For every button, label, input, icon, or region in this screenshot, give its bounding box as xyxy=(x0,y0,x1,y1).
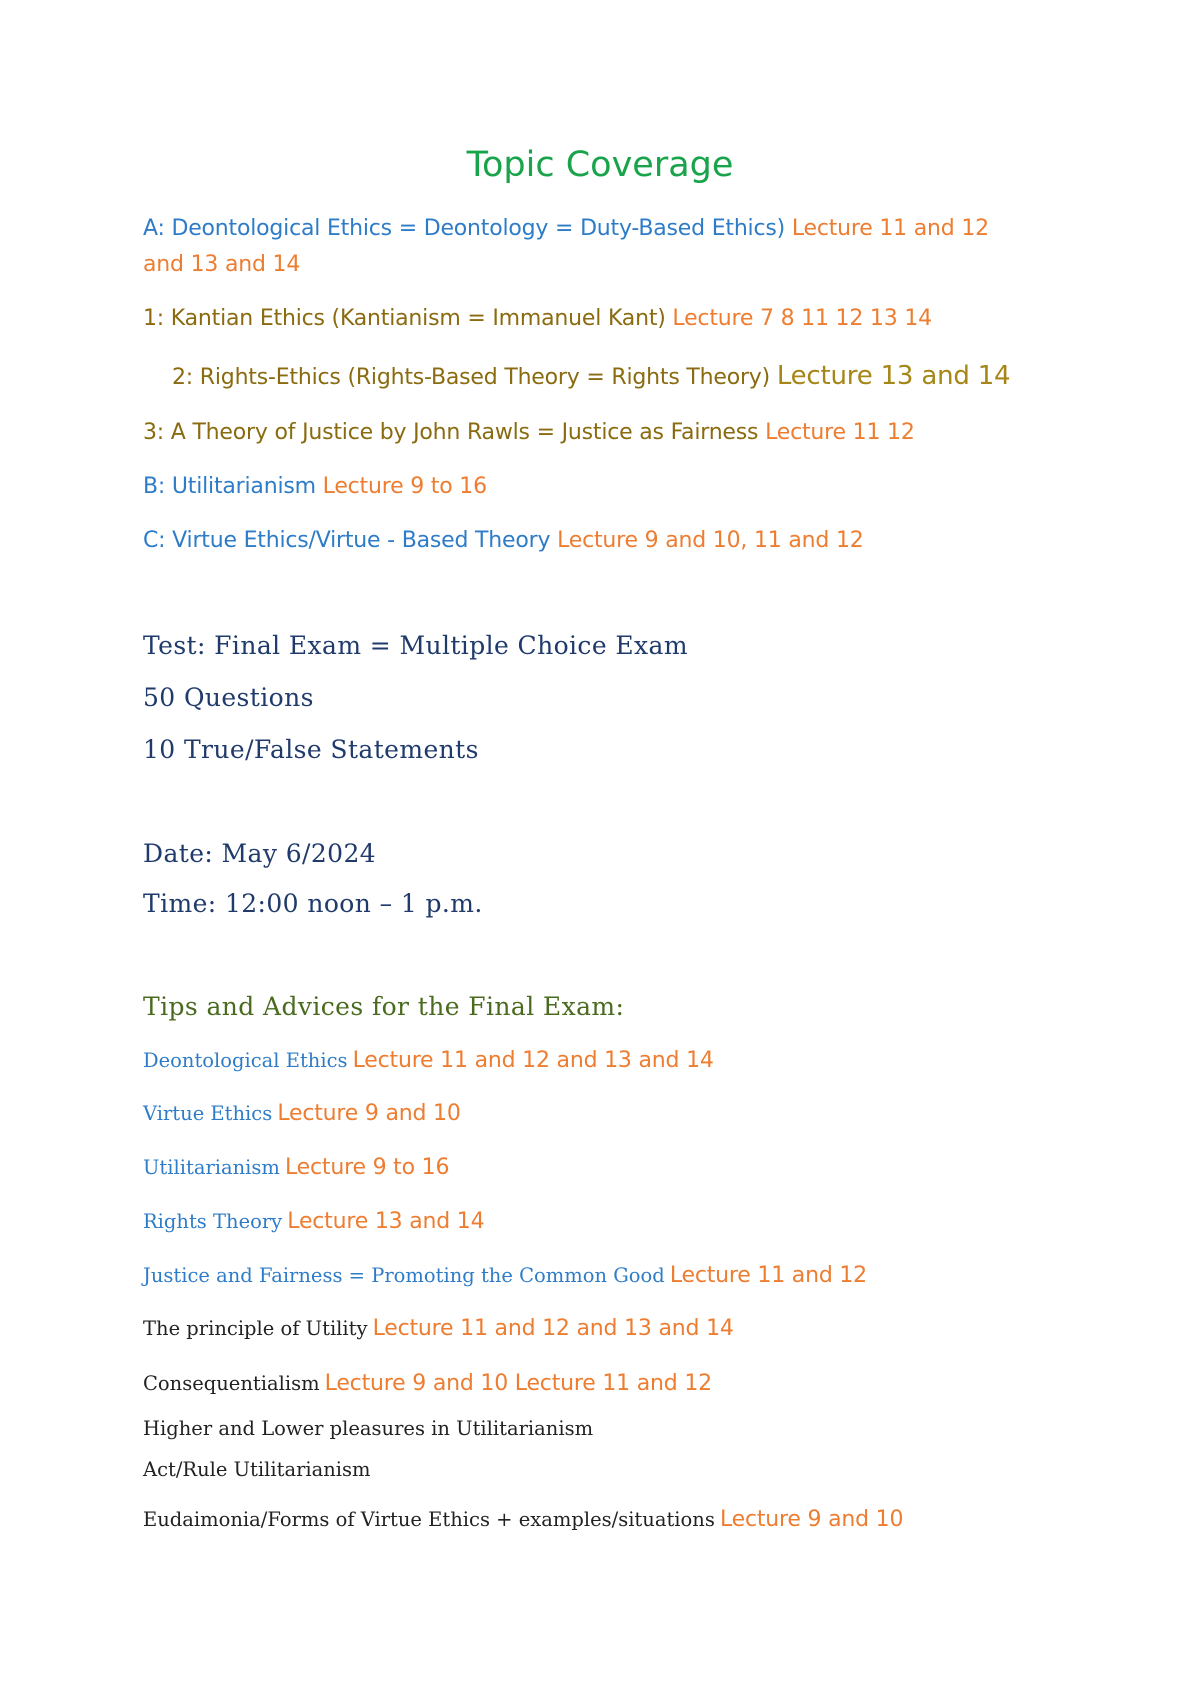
topic-a-lecture-cont: and 13 and 14 xyxy=(143,252,301,277)
topic-c xyxy=(143,528,864,553)
topic-a2-label: 2: Rights-Ethics (Rights-Based Theory = Rights Theory) xyxy=(172,365,771,390)
exam-test: Test: Final Exam = Multiple Choice Exam xyxy=(143,631,688,660)
tip-label: Deontological Ethics xyxy=(143,1049,348,1072)
topic-a xyxy=(143,216,989,241)
tip-item xyxy=(143,1458,371,1481)
tip-label: Utilitarianism xyxy=(143,1156,280,1179)
topic-a2 xyxy=(172,361,1010,391)
tip-item xyxy=(143,1101,461,1126)
tip-lecture: Lecture 11 and 12 xyxy=(669,1263,867,1288)
tip-label: Rights Theory xyxy=(143,1210,283,1233)
tip-item xyxy=(143,1048,714,1073)
tip-label: Act/Rule Utilitarianism xyxy=(143,1458,371,1481)
tip-lecture: Lecture 9 and 10 Lecture 11 and 12 xyxy=(324,1371,712,1396)
tip-lecture: Lecture 9 and 10 xyxy=(277,1101,461,1126)
topic-b xyxy=(143,474,487,499)
exam-questions: 50 Questions xyxy=(143,683,314,712)
tip-lecture: Lecture 13 and 14 xyxy=(287,1209,485,1234)
tip-lecture: Lecture 11 and 12 and 13 and 14 xyxy=(372,1316,734,1341)
tip-item xyxy=(143,1507,903,1532)
exam-date: Date: May 6/2024 xyxy=(143,839,377,868)
tip-item xyxy=(143,1209,484,1234)
topic-b-lecture: Lecture 9 to 16 xyxy=(322,474,487,499)
tip-lecture: Lecture 11 and 12 and 13 and 14 xyxy=(352,1048,714,1073)
tip-label: Consequentialism xyxy=(143,1372,320,1395)
topic-b-label: B: Utilitarianism xyxy=(143,474,316,499)
topic-c-lecture: Lecture 9 and 10, 11 and 12 xyxy=(557,528,864,553)
tip-label: The principle of Utility xyxy=(143,1317,368,1340)
topic-a3-label: 3: A Theory of Justice by John Rawls = Justice as Fairness xyxy=(143,420,759,445)
tip-label: Higher and Lower pleasures in Utilitarianism xyxy=(143,1417,594,1440)
tip-lecture: Lecture 9 to 16 xyxy=(285,1155,450,1180)
tip-item xyxy=(143,1316,734,1341)
topic-a3-lecture: Lecture 11 12 xyxy=(765,420,915,445)
page-title: Topic Coverage xyxy=(466,145,734,185)
tip-item xyxy=(143,1263,867,1288)
tip-label: Justice and Fairness = Promoting the Common Good xyxy=(143,1264,665,1287)
topic-a-label: A: Deontological Ethics = Deontology = Duty-Based Ethics) xyxy=(143,216,786,241)
tip-item xyxy=(143,1155,449,1180)
topic-a1-lecture: Lecture 7 8 11 12 13 14 xyxy=(672,306,932,331)
topic-a-lecture: Lecture 11 and 12 xyxy=(791,216,989,241)
topic-a3 xyxy=(143,420,915,445)
tip-lecture: Lecture 9 and 10 xyxy=(719,1507,904,1532)
topic-c-label: C: Virtue Ethics/Virtue - Based Theory xyxy=(143,528,551,553)
tip-label: Virtue Ethics xyxy=(143,1102,273,1125)
exam-true-false: 10 True/False Statements xyxy=(143,735,479,764)
topic-a1-label: 1: Kantian Ethics (Kantianism = Immanuel Kant) xyxy=(143,306,666,331)
exam-time: Time: 12:00 noon – 1 p.m. xyxy=(143,889,483,918)
topic-a2-lecture: Lecture 13 and 14 xyxy=(776,361,1011,391)
tip-label: Eudaimonia/Forms of Virtue Ethics + examples/situations xyxy=(143,1508,715,1531)
tip-item xyxy=(143,1417,593,1440)
tips-heading: Tips and Advices for the Final Exam: xyxy=(143,992,625,1021)
tip-item xyxy=(143,1371,712,1396)
topic-a1 xyxy=(143,306,932,331)
